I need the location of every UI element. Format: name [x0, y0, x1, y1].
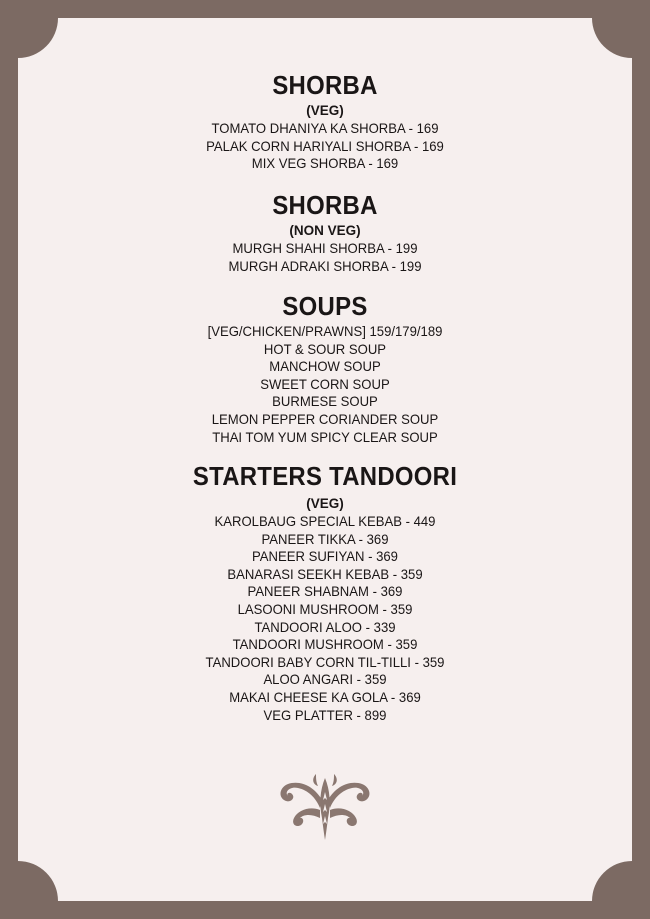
section-subtitle: (NON VEG) — [289, 223, 361, 238]
menu-item: TANDOORI ALOO - 339 — [254, 619, 396, 635]
menu-item: PANEER SUFIYAN - 369 — [252, 549, 398, 565]
menu-item: TANDOORI BABY CORN TIL-TILLI - 359 — [205, 654, 445, 670]
section-subtitle: (VEG) — [306, 103, 344, 118]
menu-item: THAI TOM YUM SPICY CLEAR SOUP — [212, 429, 438, 445]
section-shorba-non-veg — [18, 190, 632, 275]
menu-item: MURGH SHAHI SHORBA - 199 — [232, 241, 418, 256]
menu-item: PANEER TIKKA - 369 — [261, 531, 389, 547]
menu-item: KAROLBAUG SPECIAL KEBAB - 449 — [214, 514, 436, 529]
menu-item: MURGH ADRAKI SHORBA - 199 — [228, 258, 422, 274]
section-title: SOUPS — [282, 291, 368, 321]
menu-item: BANARASI SEEKH KEBAB - 359 — [227, 566, 423, 582]
menu-item: LASOONI MUSHROOM - 359 — [237, 601, 413, 617]
menu-item: HOT & SOUR SOUP — [263, 341, 387, 357]
menu-item: TANDOORI MUSHROOM - 359 — [232, 637, 418, 653]
menu-item: TOMATO DHANIYA KA SHORBA - 169 — [211, 121, 439, 136]
menu-item: SWEET CORN SOUP — [260, 376, 390, 392]
section-title: SHORBA — [272, 190, 378, 220]
menu-item: ALOO ANGARI - 359 — [263, 672, 387, 688]
menu-item: [VEG/CHICKEN/PRAWNS] 159/179/189 — [207, 324, 443, 339]
menu-item: LEMON PEPPER CORIANDER SOUP — [211, 411, 439, 427]
menu-item: PALAK CORN HARIYALI SHORBA - 169 — [206, 138, 444, 154]
menu-item: MANCHOW SOUP — [269, 359, 381, 375]
section-starters-tandoori — [18, 461, 632, 724]
menu-item: VEG PLATTER - 899 — [263, 707, 387, 723]
section-shorba-veg — [18, 70, 632, 173]
menu-item: PANEER SHABNAM - 369 — [247, 584, 403, 600]
fleur-ornament-icon — [276, 770, 374, 842]
section-title: SHORBA — [272, 70, 378, 100]
menu-item: MIX VEG SHORBA - 169 — [251, 156, 399, 172]
section-soups — [18, 291, 632, 446]
menu-item: MAKAI CHEESE KA GOLA - 369 — [229, 689, 421, 705]
menu-item: BURMESE SOUP — [272, 394, 378, 410]
section-subtitle: (VEG) — [306, 496, 344, 511]
section-title: STARTERS TANDOORI — [192, 461, 458, 491]
